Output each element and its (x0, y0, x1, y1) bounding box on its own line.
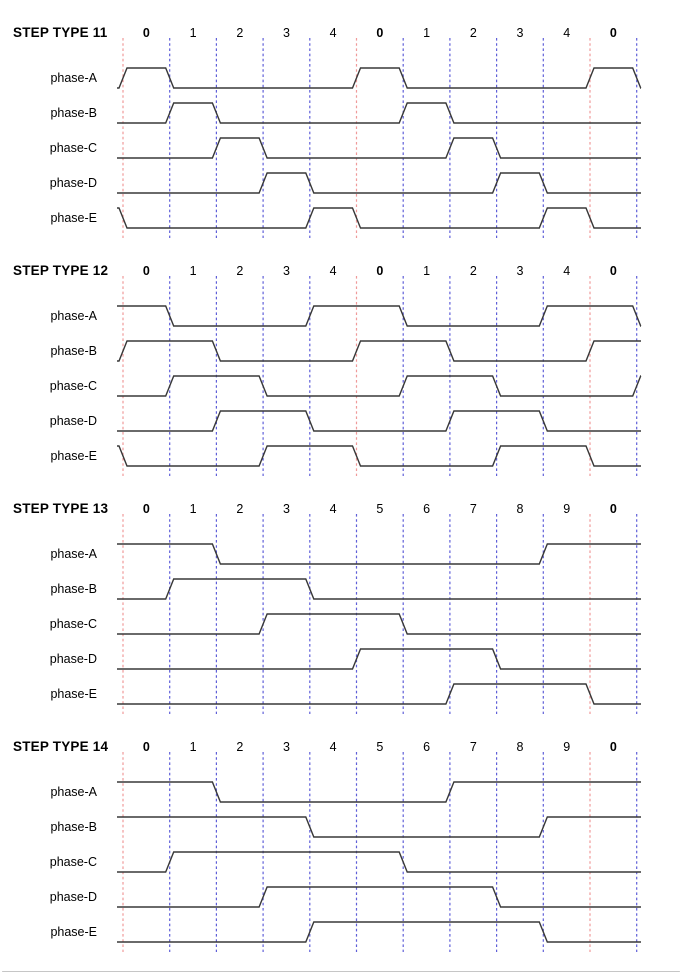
step-number: 7 (469, 502, 477, 516)
step-number: 3 (516, 264, 524, 278)
step-number: 0 (376, 264, 384, 278)
waveform-phase-B (117, 579, 641, 599)
step-number: 4 (329, 264, 337, 278)
step-number: 7 (469, 740, 477, 754)
waveform-phase-E (117, 684, 641, 704)
section-title: STEP TYPE 14 (13, 739, 109, 754)
waveform-phase-D (117, 887, 641, 907)
step-number: 1 (189, 26, 197, 40)
waveform-phase-D (117, 173, 641, 193)
step-number: 0 (609, 264, 617, 278)
step-number: 0 (142, 26, 150, 40)
phase-label: phase-E (50, 211, 97, 225)
waveform-phase-C (117, 614, 641, 634)
step-number: 1 (423, 264, 431, 278)
phase-label: phase-C (49, 141, 97, 155)
waveform-canvas (0, 18, 682, 256)
waveform-phase-B (117, 103, 641, 123)
section-title: STEP TYPE 13 (13, 501, 109, 516)
step-number: 3 (283, 502, 290, 516)
step-number: 8 (516, 740, 524, 754)
section-step-type-11 (0, 18, 682, 256)
step-number: 3 (516, 26, 524, 40)
step-number: 3 (283, 740, 290, 754)
step-number: 0 (142, 502, 150, 516)
waveform-phase-E (117, 922, 641, 942)
step-number: 1 (189, 740, 197, 754)
phase-label: phase-D (49, 890, 97, 904)
waveform-canvas (0, 732, 682, 970)
step-number: 9 (563, 740, 571, 754)
step-number: 6 (423, 502, 431, 516)
waveform-phase-A (117, 782, 641, 802)
step-number: 8 (516, 502, 524, 516)
phase-label: phase-E (50, 925, 97, 939)
waveform-phase-E (117, 446, 641, 466)
step-number: 5 (376, 740, 384, 754)
phase-label: phase-D (49, 652, 97, 666)
step-number: 3 (283, 26, 290, 40)
phase-label: phase-A (50, 547, 97, 561)
step-number: 0 (142, 740, 150, 754)
step-number: 2 (236, 264, 244, 278)
phase-label: phase-C (49, 617, 97, 631)
phase-label: phase-C (49, 855, 97, 869)
phase-label: phase-B (50, 582, 97, 596)
section-title: STEP TYPE 12 (13, 263, 109, 278)
section-title: STEP TYPE 11 (13, 25, 108, 40)
step-number: 0 (609, 26, 617, 40)
waveform-phase-B (117, 341, 641, 361)
phase-label: phase-D (49, 176, 97, 190)
step-number: 2 (236, 502, 244, 516)
step-number: 0 (609, 502, 617, 516)
step-number: 9 (563, 502, 571, 516)
phase-label: phase-A (50, 71, 97, 85)
step-number: 4 (329, 502, 337, 516)
waveform-phase-D (117, 649, 641, 669)
step-number: 1 (423, 26, 431, 40)
step-number: 2 (236, 740, 244, 754)
phase-label: phase-A (50, 785, 97, 799)
step-number: 4 (563, 26, 571, 40)
phase-label: phase-A (50, 309, 97, 323)
phase-label: phase-B (50, 820, 97, 834)
waveform-phase-D (117, 411, 641, 431)
section-step-type-14 (0, 732, 682, 970)
waveform-canvas (0, 494, 682, 732)
waveform-phase-C (117, 138, 641, 158)
section-step-type-12 (0, 256, 682, 494)
step-number: 3 (283, 264, 290, 278)
window-bottom-edge (2, 971, 680, 972)
step-number: 6 (423, 740, 431, 754)
waveform-phase-C (117, 852, 641, 872)
step-number: 4 (563, 264, 571, 278)
step-number: 1 (189, 264, 197, 278)
step-number: 1 (189, 502, 197, 516)
phase-label: phase-C (49, 379, 97, 393)
step-number: 0 (609, 740, 617, 754)
phase-label: phase-B (50, 344, 97, 358)
waveform-phase-B (117, 817, 641, 837)
waveform-phase-E (117, 208, 641, 228)
phase-label: phase-D (49, 414, 97, 428)
waveform-phase-A (117, 544, 641, 564)
section-step-type-13 (0, 494, 682, 732)
step-number: 2 (236, 26, 244, 40)
waveform-phase-A (117, 68, 641, 88)
step-number: 4 (329, 740, 337, 754)
waveform-canvas (0, 256, 682, 494)
phase-label: phase-E (50, 449, 97, 463)
step-number: 2 (469, 26, 477, 40)
waveform-phase-C (117, 376, 641, 396)
waveform-phase-A (117, 306, 641, 326)
step-number: 0 (142, 264, 150, 278)
step-number: 0 (376, 26, 384, 40)
phase-label: phase-E (50, 687, 97, 701)
phase-label: phase-B (50, 106, 97, 120)
step-number: 2 (469, 264, 477, 278)
step-number: 4 (329, 26, 337, 40)
step-number: 5 (376, 502, 384, 516)
